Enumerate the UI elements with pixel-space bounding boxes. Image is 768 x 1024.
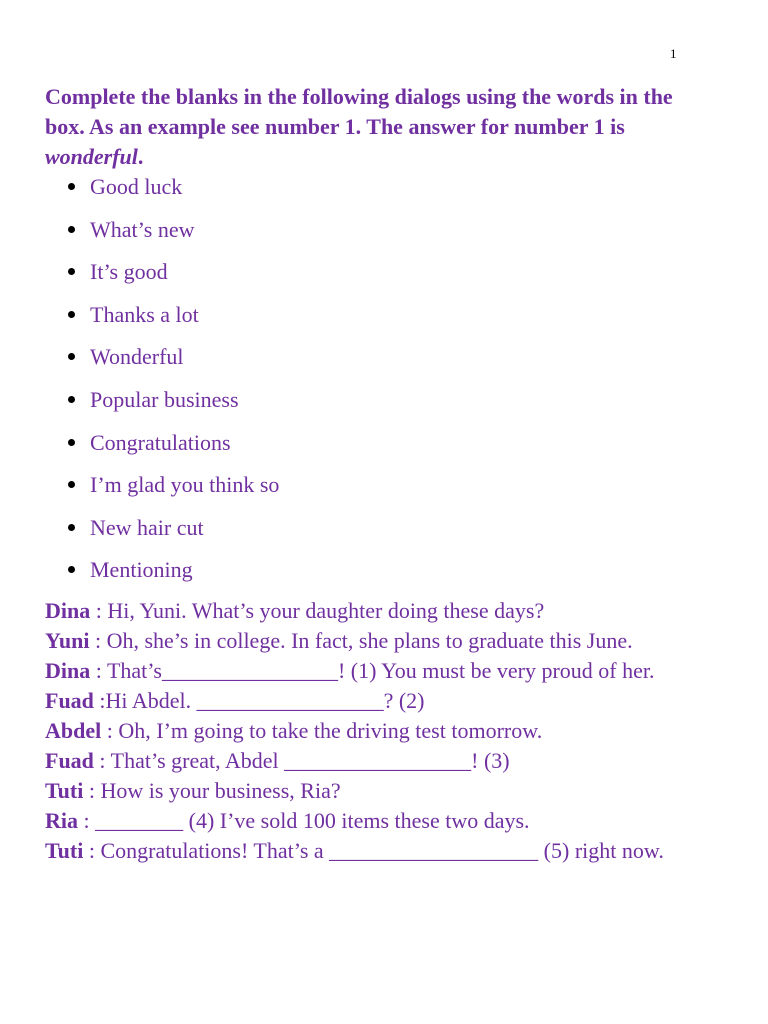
speaker-name: Abdel bbox=[45, 718, 102, 743]
word-item bbox=[45, 342, 279, 385]
dialog-line bbox=[45, 656, 695, 686]
bullet-icon bbox=[68, 183, 75, 190]
word-item bbox=[45, 555, 279, 598]
word-label: New hair cut bbox=[90, 514, 204, 540]
word-item bbox=[45, 428, 279, 471]
instructions-emphasis: wonderful bbox=[45, 144, 138, 169]
bullet-icon bbox=[68, 311, 75, 318]
bullet-icon bbox=[68, 481, 75, 488]
dialog-line bbox=[45, 596, 695, 626]
word-label: It’s good bbox=[90, 259, 168, 285]
dialog-text: :Hi Abdel. _________________? (2) bbox=[93, 688, 425, 713]
dialog-text: : Oh, she’s in college. In fact, she plans to graduate this June. bbox=[89, 628, 633, 653]
instructions-text: Complete the blanks in the following dialogs using the words in the box. As an example see number 1. The answer for number 1 is bbox=[45, 84, 673, 139]
word-item bbox=[45, 470, 279, 513]
word-item bbox=[45, 385, 279, 428]
word-label: What’s new bbox=[90, 216, 195, 242]
dialog-line bbox=[45, 626, 695, 656]
instructions-end: . bbox=[137, 144, 144, 169]
word-item bbox=[45, 172, 279, 215]
dialog-line bbox=[45, 836, 695, 866]
word-item bbox=[45, 257, 279, 300]
word-label: I’m glad you think so bbox=[90, 472, 280, 498]
dialog-line bbox=[45, 716, 695, 746]
dialog-text: : ________ (4) I’ve sold 100 items these two days. bbox=[78, 808, 530, 833]
word-label: Congratulations bbox=[90, 429, 231, 455]
dialog-text: : Oh, I’m going to take the driving test tomorrow. bbox=[101, 718, 543, 743]
bullet-icon bbox=[68, 439, 75, 446]
dialog-text: : That’s great, Abdel _________________! (3) bbox=[93, 748, 510, 773]
word-item bbox=[45, 300, 279, 343]
bullet-icon bbox=[68, 268, 75, 275]
word-label: Thanks a lot bbox=[90, 301, 199, 327]
dialog-text: : Hi, Yuni. What’s your daughter doing these days? bbox=[90, 598, 545, 623]
bullet-icon bbox=[68, 566, 75, 573]
speaker-name: Dina bbox=[45, 658, 91, 683]
dialog bbox=[45, 596, 695, 866]
speaker-name: Yuni bbox=[45, 628, 90, 653]
page-number: 1 bbox=[670, 46, 677, 61]
speaker-name: Tuti bbox=[45, 838, 84, 863]
dialog-line bbox=[45, 806, 695, 836]
speaker-name: Fuad bbox=[45, 748, 94, 773]
dialog-line bbox=[45, 686, 695, 716]
word-label: Good luck bbox=[90, 174, 183, 199]
word-label: Popular business bbox=[90, 386, 239, 412]
dialog-text: : That’s________________! (1) You must be very proud of her. bbox=[90, 658, 655, 683]
word-label: Wonderful bbox=[90, 344, 184, 370]
bullet-icon bbox=[68, 353, 75, 360]
dialog-text: : Congratulations! That’s a ___________________ (5) right now. bbox=[83, 838, 664, 863]
bullet-icon bbox=[68, 396, 75, 403]
dialog-line bbox=[45, 776, 695, 806]
dialog-text: : How is your business, Ria? bbox=[83, 778, 341, 803]
speaker-name: Dina bbox=[45, 598, 91, 623]
speaker-name: Ria bbox=[45, 808, 78, 833]
word-list bbox=[45, 172, 279, 598]
bullet-icon bbox=[68, 524, 75, 531]
word-item bbox=[45, 215, 279, 258]
speaker-name: Fuad bbox=[45, 688, 94, 713]
dialog-line bbox=[45, 746, 695, 776]
speaker-name: Tuti bbox=[45, 778, 84, 803]
instructions bbox=[45, 82, 705, 172]
word-label: Mentioning bbox=[90, 557, 193, 583]
word-item bbox=[45, 513, 279, 556]
bullet-icon bbox=[68, 226, 75, 233]
